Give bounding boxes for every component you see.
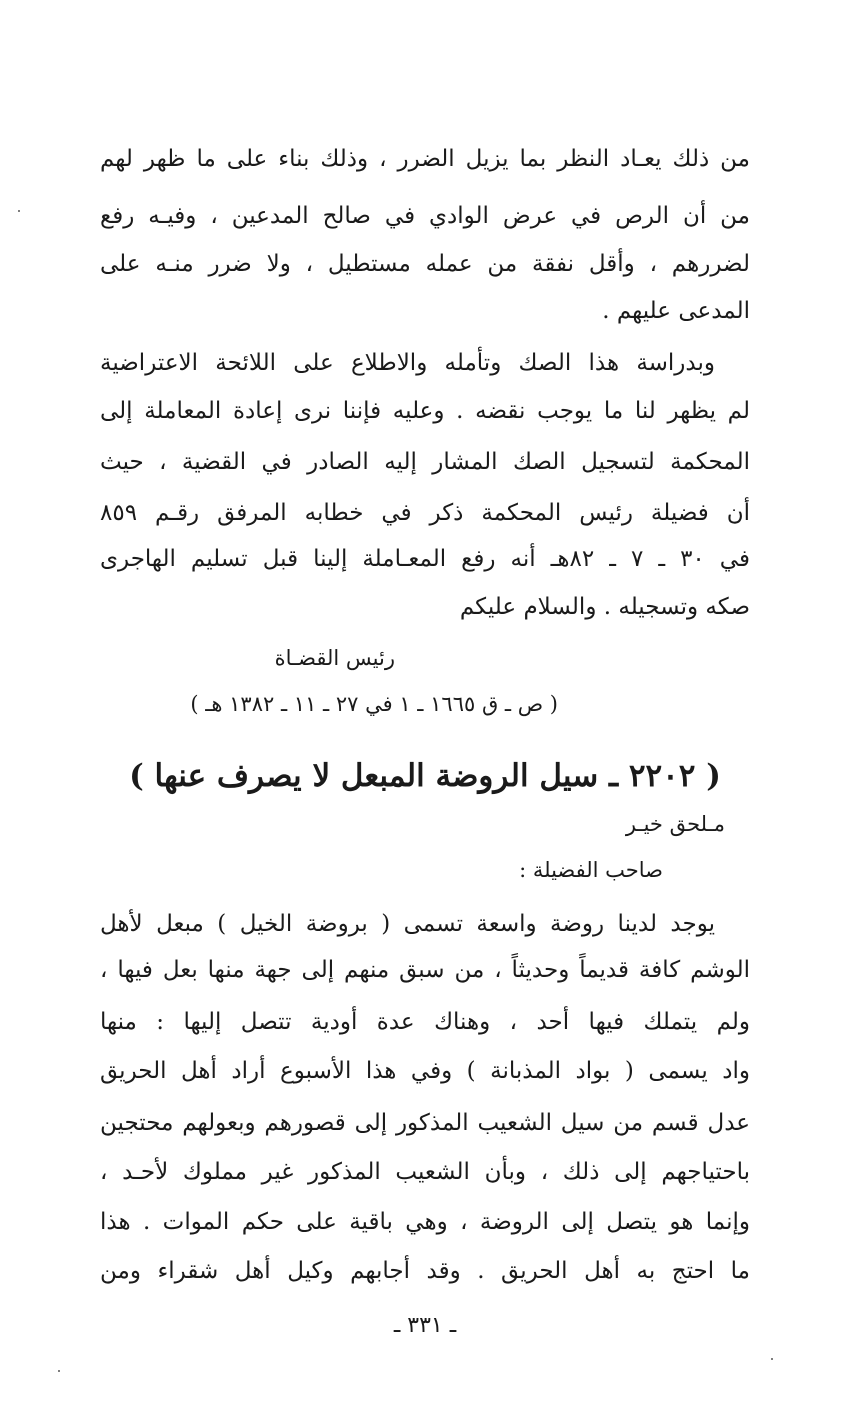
paragraph-line: لم يظهر لنا ما يوجب نقضه . وعليه فإننا نرى إعادة المعاملة إلى <box>100 398 750 424</box>
paragraph-line: ولم يتملك فيها أحد ، وهناك عدة أودية تتصل إليها : منها <box>100 1009 750 1035</box>
attachment-label: مـلحق خيـر <box>625 812 725 836</box>
paragraph-line: أن فضيلة رئيس المحكمة ذكر في خطابه المرفق رقـم ٨٥٩ <box>100 500 750 526</box>
page-number: ـ ٣٣١ ـ <box>393 1313 457 1338</box>
scan-speck <box>771 1358 773 1360</box>
paragraph-line: في ٣٠ ـ ٧ ـ ٨٢هـ أنه رفع المعـاملة إلينا قبل تسليم الهاجرى <box>100 546 750 572</box>
paragraph-line: من ذلك يعـاد النظر بما يزيل الضرر ، وذلك بناء على ما ظهر لهم <box>100 146 750 172</box>
paragraph-line: وإنما هو يتصل إلى الروضة ، وهي باقية على حكم الموات . هذا <box>100 1209 750 1235</box>
paragraph-line: باحتياجهم إلى ذلك ، وبأن الشعيب المذكور غير مملوك لأحـد ، <box>100 1159 750 1185</box>
paragraph-line: واد يسمى ( بواد المذبانة ) وفي هذا الأسبوع أراد أهل الحريق <box>100 1058 750 1084</box>
case-title: ( ٢٢٠٢ ـ سيل الروضة المبعل لا يصرف عنها ) <box>129 758 721 794</box>
paragraph-line: صكه وتسجيله . والسلام عليكم <box>459 594 750 620</box>
paragraph-line: المحكمة لتسجيل الصك المشار إليه الصادر في القضية ، حيث <box>100 449 750 475</box>
paragraph-line: وبدراسة هذا الصك وتأمله والاطلاع على اللائحة الاعتراضية <box>100 350 715 376</box>
paragraph-line: يوجد لدينا روضة واسعة تسمى ( بروضة الخيل ) مبعل لأهل <box>100 911 715 937</box>
paragraph-line: ما احتج به أهل الحريق . وقد أجابهم وكيل أهل شقراء ومن <box>100 1258 750 1284</box>
scan-speck <box>58 1370 60 1372</box>
salutation: صاحب الفضيلة : <box>519 858 663 882</box>
signature-title: رئيس القضـاة <box>274 646 395 670</box>
scan-speck <box>18 210 20 212</box>
document-reference: ( ص ـ ق ١٦٦٥ ـ ١ في ٢٧ ـ ١١ ـ ١٣٨٢ هـ ) <box>190 692 558 716</box>
paragraph-line: عدل قسم من سيل الشعيب المذكور إلى قصورهم وبعولهم محتجين <box>100 1110 750 1136</box>
paragraph-line: المدعى عليهم . <box>602 298 750 324</box>
paragraph-line: الوشم كافة قديماً وحديثاً ، من سبق منهم إلى جهة منها بعل فيها ، <box>100 957 750 983</box>
paragraph-line: لضررهم ، وأقل نفقة من عمله مستطيل ، ولا ضرر منـه على <box>100 251 750 277</box>
paragraph-line: من أن الرص في عرض الوادي في صالح المدعين ، وفيـه رفع <box>100 203 750 229</box>
